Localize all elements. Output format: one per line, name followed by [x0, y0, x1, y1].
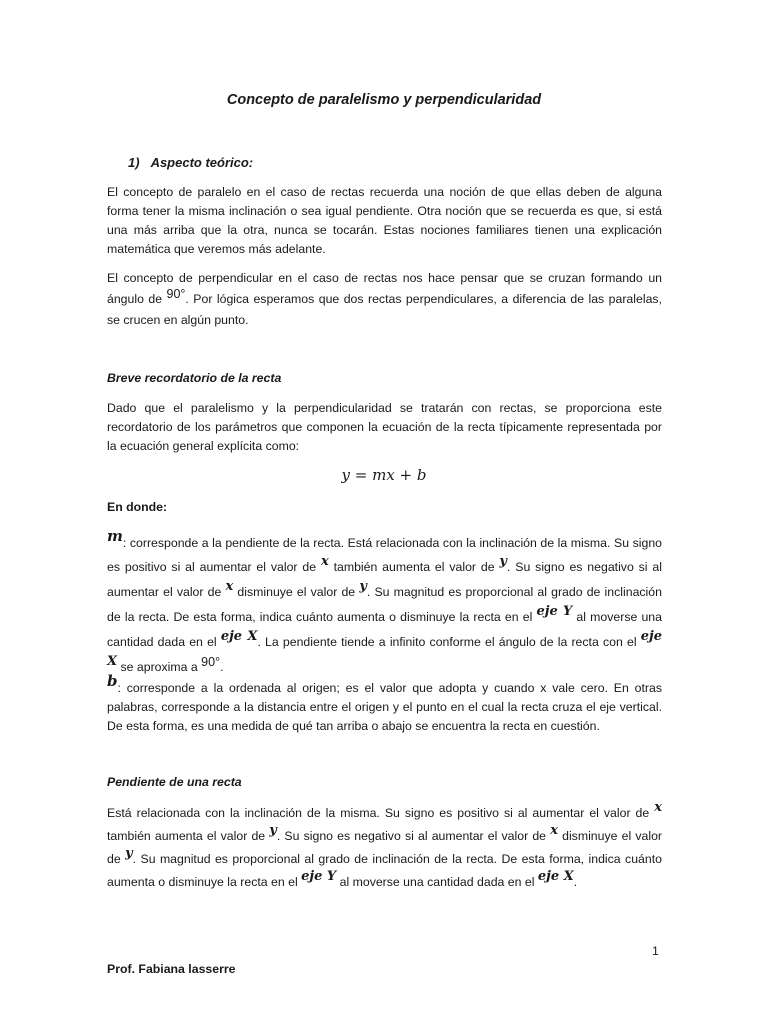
symbol-eje-x: eje X	[537, 869, 574, 884]
symbol-x: x	[225, 579, 234, 594]
text-segment: se aproxima a	[117, 660, 202, 674]
text-segment: .	[220, 660, 224, 674]
text-segment: disminuye el valor de	[107, 829, 662, 866]
text-segment: disminuye el valor de	[233, 585, 360, 599]
symbol-y: y	[359, 579, 367, 594]
symbol-y: y	[125, 846, 133, 861]
text-segment: Está relacionada con la inclinación de la misma. Su signo es positivo si al aumentar el valor de	[107, 806, 655, 820]
section-heading-pendiente: Pendiente de una recta	[107, 775, 242, 789]
symbol-eje-y: eje Y	[301, 869, 337, 884]
text-segment: al moverse una cantidad dada en el	[107, 610, 662, 649]
text-segment: al moverse una cantidad dada en el	[336, 875, 538, 889]
paragraph-pendiente	[107, 802, 662, 894]
text-segment: . Su magnitud es proporcional al grado de inclinación de la recta. De esta forma, indica cuánto aumenta o disminuye la recta en el	[107, 852, 662, 889]
text-segment: . Su signo es negativo si al aumentar el valor de	[276, 829, 551, 843]
subheading-text: Aspecto teórico:	[150, 155, 254, 170]
paragraph-perpendicular	[107, 268, 662, 331]
degree-symbol: 90°	[166, 287, 186, 301]
page-number: 1	[652, 944, 659, 958]
text-segment: también aumenta el valor de	[328, 560, 500, 574]
text-segment: también aumenta el valor de	[107, 829, 270, 843]
section-heading-recta: Breve recordatorio de la recta	[107, 371, 282, 385]
symbol-y: y	[269, 823, 277, 838]
symbol-m: m	[107, 527, 123, 545]
degree-symbol: 90°	[201, 655, 221, 669]
paragraph-m-definition	[107, 527, 662, 680]
text-segment: : corresponde a la ordenada al origen; es el valor que adopta y cuando x vale cero. En otras palabras, corresponde a la distancia entre el origen y el punto en el cual la recta cruza el eje vertical. De esta forma, es una medida de qué tan arriba o abajo se encuentra la recta en cuestión.	[107, 681, 662, 733]
subheading	[128, 155, 253, 170]
footer-author: Prof. Fabiana lasserre	[107, 962, 236, 976]
subheading-number: 1)	[128, 155, 140, 170]
symbol-x: x	[320, 554, 329, 569]
line-equation: y = mx + b	[341, 466, 427, 484]
text-segment: . La pendiente tiende a infinito conforme el ángulo de la recta con el	[257, 635, 641, 649]
paragraph-recta-intro: Dado que el paralelismo y la perpendicularidad se tratarán con rectas, se proporciona este recordatorio de los parámetros que componen la ecuación de la recta típicamente representada por la ecuación general explícita como:	[107, 401, 662, 453]
symbol-eje-x: eje X	[107, 629, 662, 669]
text-segment: . Su magnitud es proporcional al grado de inclinación de la recta. De esta forma, indica cuánto aumenta o disminuye la recta en el	[107, 585, 662, 624]
text-segment: .	[573, 875, 578, 889]
symbol-b: b	[107, 672, 118, 690]
text-segment: . Por lógica esperamos que dos rectas perpendiculares, a diferencia de las paralelas, se crucen en algún punto.	[107, 292, 662, 327]
en-donde-label: En donde:	[107, 500, 168, 514]
symbol-eje-x: eje X	[220, 629, 258, 644]
text-segment: El concepto de perpendicular en el caso de rectas nos hace pensar que se cruzan formando un ángulo de	[107, 271, 662, 306]
paragraph-paralelo: El concepto de paralelo en el caso de rectas recuerda una noción de que ellas deben de alguna forma tener la misma inclinación o sea igual pendiente. Otra noción que se recuerda es que, si está una más arriba que la otra, nunca se tocarán. Estas nociones familiares tienen una explicación matemática que veremos más adelante.	[107, 185, 662, 256]
symbol-x: x	[654, 800, 662, 815]
symbol-y: y	[499, 554, 507, 569]
page-title: Concepto de paralelismo y perpendicularidad	[226, 92, 542, 108]
symbol-x: x	[550, 823, 558, 838]
text-segment: . Su signo es negativo si al aumentar el valor de	[107, 560, 662, 599]
text-segment: : corresponde a la pendiente de la recta. Está relacionada con la inclinación de la misma. Su signo es positivo si al aumentar el valor de	[107, 536, 662, 574]
paragraph-b-definition	[107, 672, 662, 736]
symbol-eje-y: eje Y	[536, 604, 573, 619]
